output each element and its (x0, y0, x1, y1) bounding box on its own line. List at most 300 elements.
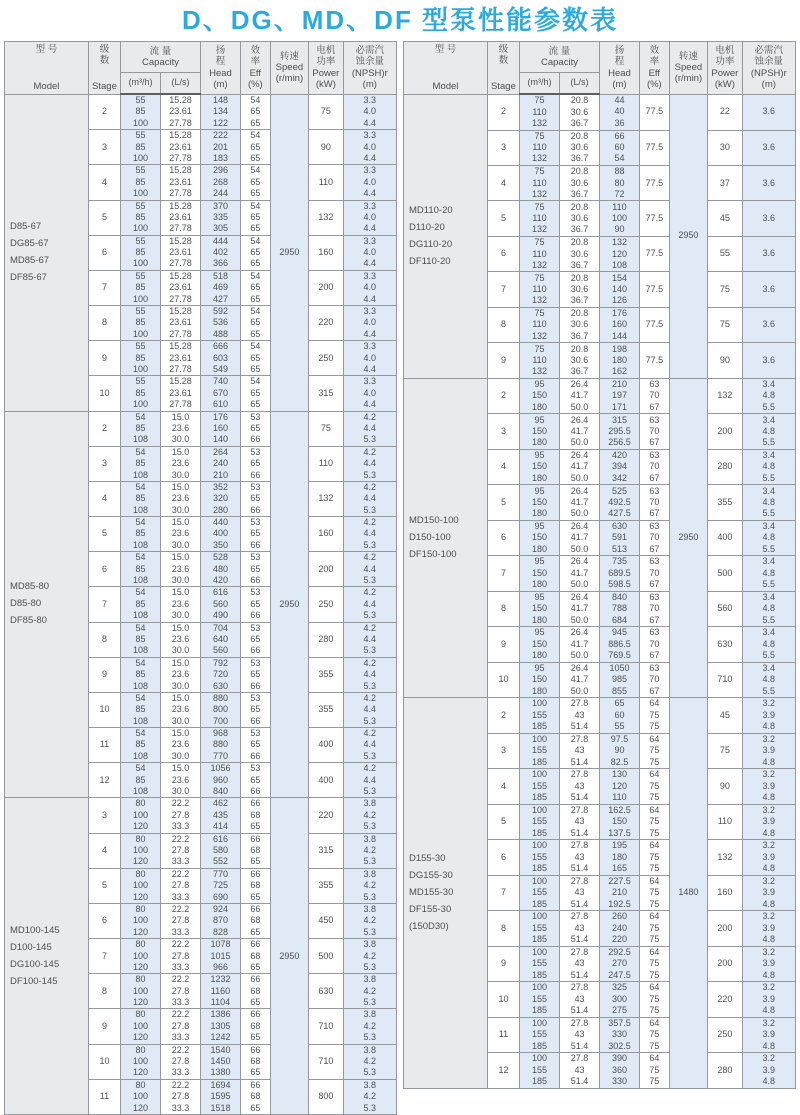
cell-power: 75 (708, 733, 742, 768)
cell-power: 250 (708, 1017, 742, 1052)
cell-flow-ls: 20.8 30.6 36.7 (560, 94, 600, 130)
cell-head: 735 689.5 598.5 (599, 556, 639, 591)
cell-head: 154 140 126 (599, 272, 639, 307)
cell-head: 130 120 110 (599, 769, 639, 804)
cell-npsh: 3.2 3.9 4.8 (742, 733, 795, 768)
cell-npsh: 3.8 4.2 5.3 (343, 868, 396, 903)
cell-flow-m3h: 80 100 120 (121, 939, 161, 974)
cell-eff: 66 68 65 (240, 903, 270, 938)
cell-stage: 4 (88, 165, 120, 200)
cell-npsh: 3.4 4.8 5.5 (742, 520, 795, 555)
cell-eff: 66 68 65 (240, 1009, 270, 1044)
cell-eff: 53 65 66 (240, 657, 270, 692)
cell-flow-ls: 27.8 43 51.4 (560, 982, 600, 1017)
model-cell (404, 94, 488, 378)
cell-head: 132 120 108 (599, 236, 639, 271)
cell-flow-ls: 27.8 43 51.4 (560, 840, 600, 875)
cell-head: 315 295.5 256.5 (599, 414, 639, 449)
cell-flow-m3h: 95 150 180 (520, 378, 560, 413)
col-header-model: 型 号 Model (5, 42, 89, 95)
model-name: MD85-67 (10, 255, 50, 267)
cell-stage: 9 (487, 627, 519, 662)
cell-stage: 3 (487, 733, 519, 768)
cell-stage: 4 (88, 833, 120, 868)
cell-npsh: 3.3 4.0 4.4 (343, 235, 396, 270)
cell-npsh: 3.6 (742, 165, 795, 200)
cell-head: 292.5 270 247.5 (599, 946, 639, 981)
cell-eff: 64 75 75 (639, 946, 669, 981)
cell-eff: 77.5 (639, 94, 669, 130)
cell-stage: 9 (88, 341, 120, 376)
cell-head: 162.5 150 137.5 (599, 804, 639, 839)
cell-npsh: 3.8 4.2 5.3 (343, 939, 396, 974)
cell-head: 518 469 427 (200, 270, 240, 305)
cell-eff: 54 65 65 (240, 306, 270, 341)
cell-power: 90 (708, 769, 742, 804)
cell-power: 315 (309, 376, 343, 411)
cell-power: 220 (309, 306, 343, 341)
cell-stage: 9 (487, 946, 519, 981)
cell-head: 616 560 490 (200, 587, 240, 622)
cell-flow-m3h: 100 155 185 (520, 946, 560, 981)
col-header-ls: (L/s) (560, 73, 600, 95)
cell-power: 160 (309, 517, 343, 552)
cell-head: 968 880 770 (200, 728, 240, 763)
model-name: DF110-20 (409, 255, 451, 267)
cell-power: 90 (708, 343, 742, 378)
cell-npsh: 3.2 3.9 4.8 (742, 804, 795, 839)
cell-npsh: 3.2 3.9 4.8 (742, 840, 795, 875)
cell-eff: 54 65 65 (240, 376, 270, 411)
cell-eff: 77.5 (639, 343, 669, 378)
cell-speed: 1480 (669, 698, 707, 1089)
cell-stage: 8 (88, 622, 120, 657)
cell-stage: 5 (487, 804, 519, 839)
cell-flow-ls: 26.4 41.7 50.0 (560, 485, 600, 520)
cell-stage: 6 (88, 235, 120, 270)
cell-power: 800 (309, 1079, 343, 1114)
cell-power: 110 (309, 165, 343, 200)
cell-eff: 64 75 75 (639, 733, 669, 768)
cell-head: 195 180 165 (599, 840, 639, 875)
cell-power: 355 (708, 485, 742, 520)
model-name: DG100-145 (10, 958, 60, 970)
cell-flow-ls: 20.8 30.6 36.7 (560, 201, 600, 236)
cell-flow-ls: 26.4 41.7 50.0 (560, 662, 600, 697)
cell-power: 22 (708, 94, 742, 130)
cell-stage: 3 (88, 798, 120, 833)
cell-flow-m3h: 54 85 108 (121, 657, 161, 692)
cell-stage: 6 (88, 552, 120, 587)
cell-eff: 63 70 67 (639, 449, 669, 484)
cell-power: 160 (309, 235, 343, 270)
cell-head: 1386 1305 1242 (200, 1009, 240, 1044)
cell-npsh: 3.6 (742, 272, 795, 307)
cell-speed: 2950 (669, 94, 707, 378)
cell-head: 296 268 244 (200, 165, 240, 200)
cell-eff: 54 65 65 (240, 130, 270, 165)
cell-flow-ls: 15.0 23.6 30.0 (161, 446, 201, 481)
cell-flow-ls: 27.8 43 51.4 (560, 1017, 600, 1052)
pump-table-right (403, 41, 796, 1089)
cell-stage: 3 (487, 414, 519, 449)
cell-eff: 66 68 65 (240, 1079, 270, 1114)
cell-power: 450 (309, 903, 343, 938)
cell-power: 132 (309, 200, 343, 235)
col-header-eff: 效 率 Eff (%) (240, 42, 270, 95)
model-name: DF100-145 (10, 975, 58, 987)
cell-npsh: 3.4 4.8 5.5 (742, 627, 795, 662)
cell-flow-ls: 26.4 41.7 50.0 (560, 627, 600, 662)
cell-head: 792 720 630 (200, 657, 240, 692)
cell-power: 315 (309, 833, 343, 868)
cell-stage: 4 (487, 165, 519, 200)
cell-npsh: 3.8 4.2 5.3 (343, 833, 396, 868)
cell-eff: 66 68 65 (240, 939, 270, 974)
cell-flow-m3h: 54 85 108 (121, 411, 161, 446)
cell-flow-m3h: 75 110 132 (520, 94, 560, 130)
cell-npsh: 4.2 4.4 5.3 (343, 763, 396, 798)
cell-power: 75 (708, 307, 742, 342)
cell-flow-ls: 15.0 23.6 30.0 (161, 728, 201, 763)
cell-npsh: 3.2 3.9 4.8 (742, 769, 795, 804)
cell-head: 66 60 54 (599, 130, 639, 165)
cell-head: 444 402 366 (200, 235, 240, 270)
cell-eff: 64 75 75 (639, 840, 669, 875)
cell-npsh: 3.8 4.2 5.3 (343, 903, 396, 938)
cell-eff: 64 75 75 (639, 1053, 669, 1089)
cell-power: 280 (708, 1053, 742, 1089)
cell-stage: 7 (487, 875, 519, 910)
cell-flow-ls: 20.8 30.6 36.7 (560, 130, 600, 165)
cell-power: 250 (309, 341, 343, 376)
col-header-m3h: (m³/h) (520, 73, 560, 95)
cell-eff: 77.5 (639, 165, 669, 200)
col-header-m3h: (m³/h) (121, 73, 161, 95)
cell-power: 37 (708, 165, 742, 200)
cell-power: 400 (708, 520, 742, 555)
model-name: DG155-30 (409, 870, 453, 882)
cell-eff: 54 65 65 (240, 200, 270, 235)
cell-flow-m3h: 100 155 185 (520, 840, 560, 875)
cell-stage: 6 (88, 903, 120, 938)
cell-eff: 66 68 65 (240, 833, 270, 868)
model-name: DF155-30 (409, 904, 452, 916)
cell-flow-m3h: 55 85 100 (121, 130, 161, 165)
cell-stage: 5 (88, 200, 120, 235)
cell-head: 420 394 342 (599, 449, 639, 484)
cell-flow-ls: 26.4 41.7 50.0 (560, 378, 600, 413)
model-name: MD100-145 (10, 924, 60, 936)
cell-flow-m3h: 100 155 185 (520, 769, 560, 804)
cell-stage: 4 (487, 449, 519, 484)
cell-head: 1232 1160 1104 (200, 974, 240, 1009)
cell-flow-ls: 15.0 23.6 30.0 (161, 411, 201, 446)
cell-power: 710 (309, 1044, 343, 1079)
cell-stage: 2 (487, 698, 519, 733)
cell-eff: 77.5 (639, 130, 669, 165)
cell-flow-ls: 26.4 41.7 50.0 (560, 591, 600, 626)
cell-eff: 64 75 75 (639, 1017, 669, 1052)
cell-npsh: 4.2 4.4 5.3 (343, 622, 396, 657)
cell-flow-ls: 22.2 27.8 33.3 (161, 903, 201, 938)
page-title: D、DG、MD、DF 型泵性能参数表 (181, 5, 619, 35)
cell-npsh: 3.2 3.9 4.8 (742, 911, 795, 946)
cell-flow-m3h: 75 110 132 (520, 201, 560, 236)
cell-npsh: 3.8 4.2 5.3 (343, 798, 396, 833)
cell-stage: 12 (487, 1053, 519, 1089)
cell-flow-ls: 27.8 43 51.4 (560, 733, 600, 768)
model-name: DF85-67 (10, 272, 47, 284)
cell-stage: 9 (487, 343, 519, 378)
cell-head: 390 360 330 (599, 1053, 639, 1089)
cell-flow-m3h: 80 100 120 (121, 974, 161, 1009)
cell-flow-m3h: 80 100 120 (121, 833, 161, 868)
cell-speed: 2950 (270, 798, 308, 1115)
cell-stage: 6 (487, 520, 519, 555)
cell-npsh: 3.2 3.9 4.8 (742, 1053, 795, 1089)
cell-eff: 54 65 65 (240, 94, 270, 130)
cell-power: 355 (309, 868, 343, 903)
cell-power: 30 (708, 130, 742, 165)
col-header-stage: 级 数 Stage (88, 42, 120, 95)
cell-head: 176 160 140 (200, 411, 240, 446)
cell-eff: 66 68 65 (240, 1044, 270, 1079)
cell-head: 630 591 513 (599, 520, 639, 555)
cell-flow-ls: 15.28 23.61 27.78 (161, 376, 201, 411)
cell-flow-ls: 20.8 30.6 36.7 (560, 272, 600, 307)
cell-flow-ls: 27.8 43 51.4 (560, 804, 600, 839)
cell-eff: 64 75 75 (639, 982, 669, 1017)
cell-power: 250 (309, 587, 343, 622)
cell-power: 90 (309, 130, 343, 165)
cell-flow-ls: 15.0 23.6 30.0 (161, 692, 201, 727)
cell-flow-ls: 15.0 23.6 30.0 (161, 657, 201, 692)
cell-flow-ls: 22.2 27.8 33.3 (161, 1079, 201, 1114)
cell-head: 198 180 162 (599, 343, 639, 378)
cell-eff: 66 68 65 (240, 868, 270, 903)
cell-flow-ls: 15.0 23.6 30.0 (161, 763, 201, 798)
cell-eff: 63 70 67 (639, 591, 669, 626)
cell-head: 924 870 828 (200, 903, 240, 938)
cell-head: 945 886.5 769.5 (599, 627, 639, 662)
cell-head: 325 300 275 (599, 982, 639, 1017)
cell-stage: 7 (88, 587, 120, 622)
cell-eff: 77.5 (639, 201, 669, 236)
cell-power: 200 (708, 911, 742, 946)
cell-npsh: 3.8 4.2 5.3 (343, 1079, 396, 1114)
model-name: D155-30 (409, 853, 446, 865)
cell-eff: 53 65 66 (240, 446, 270, 481)
cell-flow-m3h: 95 150 180 (520, 556, 560, 591)
cell-flow-m3h: 54 85 108 (121, 622, 161, 657)
cell-power: 75 (309, 411, 343, 446)
col-header-head: 扬 程 Head (m) (200, 42, 240, 95)
cell-flow-m3h: 95 150 180 (520, 449, 560, 484)
model-name: D85-67 (10, 221, 42, 233)
cell-eff: 77.5 (639, 236, 669, 271)
model-cell (5, 94, 89, 411)
cell-eff: 53 65 66 (240, 517, 270, 552)
cell-npsh: 3.3 4.0 4.4 (343, 341, 396, 376)
model-name: D100-145 (10, 941, 52, 953)
cell-npsh: 3.4 4.8 5.5 (742, 662, 795, 697)
cell-eff: 53 65 66 (240, 692, 270, 727)
cell-npsh: 3.4 4.8 5.5 (742, 449, 795, 484)
model-cell (404, 378, 488, 697)
cell-eff: 63 70 67 (639, 520, 669, 555)
cell-npsh: 3.8 4.2 5.3 (343, 1009, 396, 1044)
col-header-capacity: 流 量 Capacity (520, 42, 600, 73)
cell-npsh: 4.2 4.4 5.3 (343, 517, 396, 552)
cell-eff: 53 65 66 (240, 763, 270, 798)
cell-flow-m3h: 54 85 108 (121, 446, 161, 481)
cell-power: 630 (309, 974, 343, 1009)
model-name: D85-80 (10, 598, 42, 610)
cell-stage: 2 (487, 94, 519, 130)
cell-stage: 10 (88, 692, 120, 727)
cell-npsh: 4.2 4.4 5.3 (343, 692, 396, 727)
cell-head: 462 435 414 (200, 798, 240, 833)
cell-flow-ls: 27.8 43 51.4 (560, 946, 600, 981)
cell-flow-ls: 15.28 23.61 27.78 (161, 94, 201, 130)
cell-stage: 4 (88, 481, 120, 516)
cell-head: 1694 1595 1518 (200, 1079, 240, 1114)
cell-power: 220 (309, 798, 343, 833)
cell-flow-ls: 22.2 27.8 33.3 (161, 974, 201, 1009)
cell-head: 44 40 36 (599, 94, 639, 130)
cell-power: 110 (309, 446, 343, 481)
cell-npsh: 3.3 4.0 4.4 (343, 200, 396, 235)
col-header-speed: 转速 Speed (r/min) (270, 42, 308, 95)
cell-stage: 10 (88, 1044, 120, 1079)
cell-flow-ls: 22.2 27.8 33.3 (161, 939, 201, 974)
cell-npsh: 3.4 4.8 5.5 (742, 591, 795, 626)
cell-head: 260 240 220 (599, 911, 639, 946)
cell-head: 352 320 280 (200, 481, 240, 516)
cell-flow-m3h: 55 85 100 (121, 341, 161, 376)
stage-row (404, 378, 796, 413)
cell-npsh: 4.2 4.4 5.3 (343, 657, 396, 692)
cell-npsh: 3.3 4.0 4.4 (343, 165, 396, 200)
cell-head: 704 640 560 (200, 622, 240, 657)
cell-head: 1056 960 840 (200, 763, 240, 798)
cell-stage: 8 (88, 306, 120, 341)
cell-flow-ls: 15.28 23.61 27.78 (161, 165, 201, 200)
cell-speed: 2950 (270, 94, 308, 411)
cell-flow-ls: 27.8 43 51.4 (560, 698, 600, 733)
cell-power: 400 (309, 763, 343, 798)
cell-flow-m3h: 75 110 132 (520, 130, 560, 165)
cell-stage: 11 (88, 728, 120, 763)
cell-npsh: 4.2 4.4 5.3 (343, 481, 396, 516)
cell-flow-ls: 15.28 23.61 27.78 (161, 235, 201, 270)
cell-head: 210 197 171 (599, 378, 639, 413)
cell-npsh: 3.4 4.8 5.5 (742, 414, 795, 449)
cell-npsh: 3.2 3.9 4.8 (742, 1017, 795, 1052)
cell-stage: 8 (88, 974, 120, 1009)
stage-row (404, 94, 796, 130)
cell-head: 525 492.5 427.5 (599, 485, 639, 520)
cell-flow-ls: 15.0 23.6 30.0 (161, 481, 201, 516)
cell-flow-m3h: 100 155 185 (520, 875, 560, 910)
cell-flow-ls: 26.4 41.7 50.0 (560, 414, 600, 449)
pump-table-left (4, 41, 397, 1115)
cell-power: 710 (309, 1009, 343, 1044)
cell-flow-ls: 15.28 23.61 27.78 (161, 341, 201, 376)
cell-flow-m3h: 54 85 108 (121, 587, 161, 622)
cell-head: 440 400 350 (200, 517, 240, 552)
cell-npsh: 3.2 3.9 4.8 (742, 698, 795, 733)
cell-head: 770 725 690 (200, 868, 240, 903)
cell-head: 357.5 330 302.5 (599, 1017, 639, 1052)
cell-power: 45 (708, 698, 742, 733)
cell-eff: 53 65 66 (240, 622, 270, 657)
cell-stage: 6 (487, 236, 519, 271)
cell-flow-ls: 22.2 27.8 33.3 (161, 1044, 201, 1079)
col-header-power: 电机 功率 Power (kW) (309, 42, 343, 95)
cell-flow-m3h: 95 150 180 (520, 414, 560, 449)
model-name: MD110-20 (409, 204, 453, 216)
cell-flow-ls: 27.8 43 51.4 (560, 1053, 600, 1089)
cell-stage: 5 (88, 517, 120, 552)
cell-power: 355 (309, 692, 343, 727)
cell-flow-m3h: 100 155 185 (520, 698, 560, 733)
cell-head: 88 80 72 (599, 165, 639, 200)
cell-flow-m3h: 100 155 185 (520, 1017, 560, 1052)
cell-flow-m3h: 75 110 132 (520, 236, 560, 271)
cell-flow-m3h: 55 85 100 (121, 270, 161, 305)
model-name: MD150-100 (409, 515, 459, 527)
cell-head: 1078 1015 966 (200, 939, 240, 974)
model-name: DF150-100 (409, 549, 457, 561)
cell-stage: 11 (88, 1079, 120, 1114)
cell-flow-ls: 20.8 30.6 36.7 (560, 307, 600, 342)
cell-npsh: 3.4 4.8 5.5 (742, 556, 795, 591)
cell-npsh: 3.3 4.0 4.4 (343, 306, 396, 341)
model-name: D110-20 (409, 221, 445, 233)
cell-flow-ls: 15.0 23.6 30.0 (161, 552, 201, 587)
cell-flow-m3h: 54 85 108 (121, 728, 161, 763)
cell-flow-ls: 27.8 43 51.4 (560, 875, 600, 910)
cell-power: 560 (708, 591, 742, 626)
cell-eff: 53 65 66 (240, 587, 270, 622)
cell-eff: 53 65 66 (240, 411, 270, 446)
cell-npsh: 3.3 4.0 4.4 (343, 270, 396, 305)
cell-power: 132 (708, 378, 742, 413)
cell-eff: 63 70 67 (639, 485, 669, 520)
cell-flow-m3h: 55 85 100 (121, 376, 161, 411)
cell-eff: 63 70 67 (639, 414, 669, 449)
col-header-power: 电机 功率 Power (kW) (708, 42, 742, 95)
cell-flow-m3h: 54 85 108 (121, 763, 161, 798)
cell-flow-m3h: 75 110 132 (520, 165, 560, 200)
cell-stage: 2 (88, 411, 120, 446)
cell-flow-ls: 22.2 27.8 33.3 (161, 868, 201, 903)
cell-power: 500 (708, 556, 742, 591)
cell-stage: 3 (88, 446, 120, 481)
cell-flow-m3h: 55 85 100 (121, 306, 161, 341)
cell-flow-m3h: 80 100 120 (121, 1079, 161, 1114)
cell-head: 97.5 90 82.5 (599, 733, 639, 768)
cell-head: 148 134 122 (200, 94, 240, 130)
cell-power: 280 (309, 622, 343, 657)
cell-head: 740 670 610 (200, 376, 240, 411)
cell-stage: 10 (487, 662, 519, 697)
cell-npsh: 3.3 4.0 4.4 (343, 376, 396, 411)
model-name: MD85-80 (10, 581, 50, 593)
cell-flow-ls: 15.28 23.61 27.78 (161, 270, 201, 305)
